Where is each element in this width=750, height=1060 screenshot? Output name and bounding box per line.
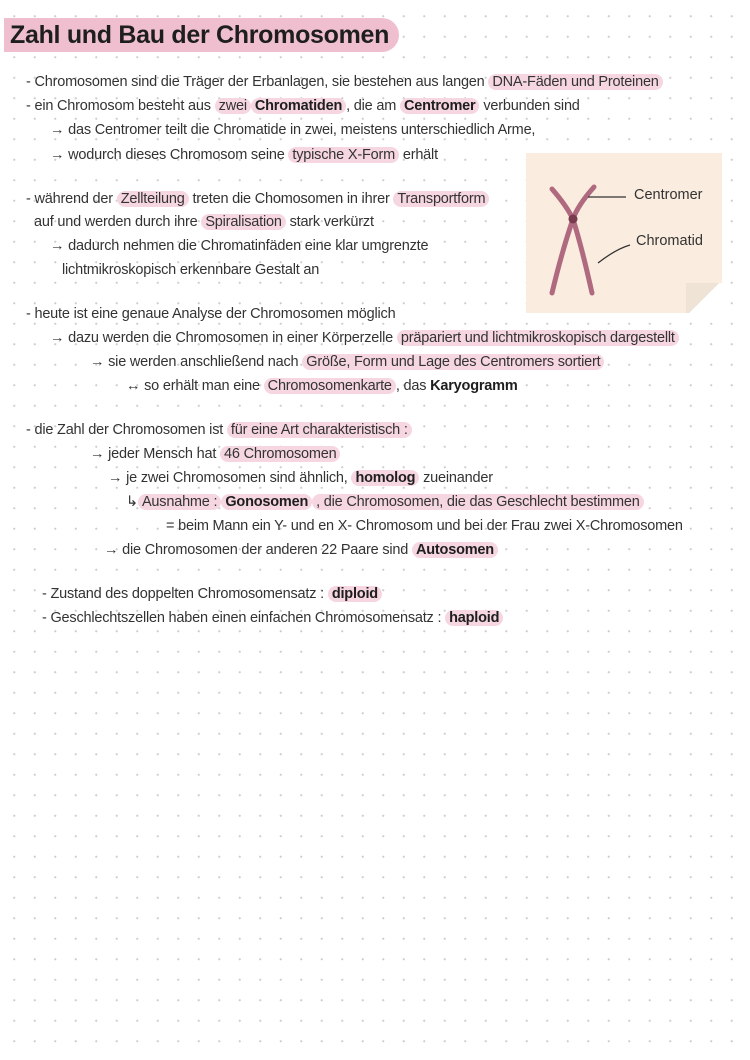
label-centromer: Centromer xyxy=(634,187,703,203)
highlight: DNA-Fäden und Proteinen xyxy=(488,74,662,90)
note-line-2 xyxy=(26,96,580,116)
bold-term: haploid xyxy=(445,610,503,626)
text: → je zwei Chromosomen sind ähnlich, xyxy=(108,470,348,486)
text: - ein Chromosom besteht aus xyxy=(26,98,211,114)
note-line-8 xyxy=(62,260,319,280)
page-title: Zahl und Bau der Chromosomen xyxy=(4,18,399,52)
highlight: , die Chromosomen, die das Geschlecht bestimmen xyxy=(312,494,643,510)
note-line-17 xyxy=(166,516,683,536)
text: zueinander xyxy=(423,470,493,486)
note-line-19 xyxy=(42,584,382,604)
text: - Chromosomen sind die Träger der Erbanlagen, sie bestehen aus langen xyxy=(26,74,485,90)
text: - heute ist eine genaue Analyse der Chromosomen möglich xyxy=(26,306,396,322)
note-line-4 xyxy=(50,145,438,165)
note-line-15 xyxy=(108,468,493,488)
text: auf und werden durch ihre xyxy=(34,214,198,230)
highlight: Spiralisation xyxy=(201,214,285,230)
bold-term: homolog xyxy=(351,470,419,486)
bold-term: Karyogramm xyxy=(430,378,518,394)
text: → jeder Mensch hat xyxy=(90,446,217,462)
text: , die am xyxy=(346,98,397,114)
note-line-20 xyxy=(42,608,503,628)
note-line-10 xyxy=(50,328,679,348)
text: - Geschlechtszellen haben einen einfachen Chromosomensatz : xyxy=(42,610,442,626)
text: → wodurch dieses Chromosom seine xyxy=(50,147,285,163)
text: = beim Mann ein Y- und en X- Chromosom und bei der Frau zwei X-Chromosomen xyxy=(166,518,683,534)
text: - Zustand des doppelten Chromosomensatz : xyxy=(42,586,324,602)
highlight: Zellteilung xyxy=(117,191,189,207)
note-line-5 xyxy=(26,189,489,209)
text: → dazu werden die Chromosomen in einer Körperzelle xyxy=(50,330,394,346)
note-line-7 xyxy=(50,236,428,256)
bold-term: Chromatiden xyxy=(251,98,346,114)
text: verbunden sind xyxy=(483,98,580,114)
centromer-dot xyxy=(569,215,578,224)
highlight: präpariert und lichtmikroskopisch dargestellt xyxy=(397,330,679,346)
pointer-line xyxy=(598,245,630,263)
text: - während der xyxy=(26,191,113,207)
highlight: Größe, Form und Lage des Centromers sortiert xyxy=(302,354,604,370)
highlight: Chromosomenkarte xyxy=(264,378,396,394)
note-line-9 xyxy=(26,304,395,324)
arrow: ↳ xyxy=(126,494,138,510)
note-line-3 xyxy=(50,120,535,140)
bold-term: diploid xyxy=(328,586,382,602)
note-line-18 xyxy=(104,540,498,560)
bold-term: Gonosomen xyxy=(221,494,312,510)
text: lichtmikroskopisch erkennbare Gestalt an xyxy=(62,262,320,278)
note-line-16 xyxy=(126,492,644,512)
note-line-11 xyxy=(90,352,604,372)
note-line-6 xyxy=(34,212,374,232)
text: - die Zahl der Chromosomen ist xyxy=(26,422,224,438)
label-chromatid: Chromatid xyxy=(636,233,703,249)
note-line-14 xyxy=(90,444,340,464)
highlight: für eine Art charakteristisch : xyxy=(227,422,412,438)
highlight: Transportform xyxy=(393,191,489,207)
bold-term: Autosomen xyxy=(412,542,498,558)
bold-term: Centromer xyxy=(400,98,480,114)
text: erhält xyxy=(402,147,438,163)
text: stark verkürzt xyxy=(289,214,374,230)
text: treten die Chomosomen in ihrer xyxy=(192,191,390,207)
note-line-12 xyxy=(126,376,518,396)
highlight: typische X-Form xyxy=(288,147,399,163)
chromosome-diagram xyxy=(526,153,722,313)
text: → sie werden anschließend nach xyxy=(90,354,299,370)
text: → die Chromosomen der anderen 22 Paare sind xyxy=(104,542,409,558)
note-line-1 xyxy=(26,72,663,92)
text: → das Centromer teilt die Chromatide in zwei, meistens unterschiedlich Arme, xyxy=(50,122,536,138)
highlight: zwei xyxy=(215,98,251,114)
text: → dadurch nehmen die Chromatinfäden eine klar umgrenzte xyxy=(50,238,429,254)
text: ↔ so erhält man eine xyxy=(126,378,260,394)
highlight: 46 Chromosomen xyxy=(220,446,340,462)
highlight: Ausnahme : xyxy=(138,494,221,510)
note-line-13 xyxy=(26,420,412,440)
text: , das xyxy=(395,378,427,394)
